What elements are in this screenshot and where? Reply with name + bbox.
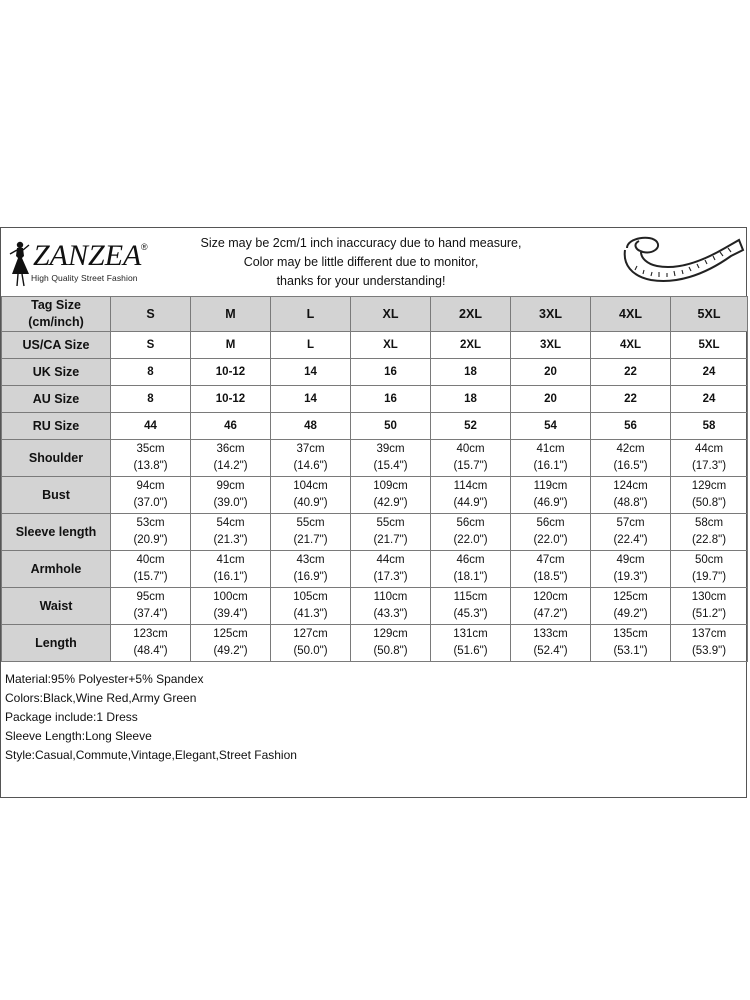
measurement-inch: (22.0") <box>453 534 488 546</box>
measurement-cell <box>111 588 191 625</box>
measurement-cell <box>511 440 591 477</box>
measurement-cm: 57cm <box>616 517 645 529</box>
measurement-cell <box>191 588 271 625</box>
size-cell: 20 <box>511 359 591 386</box>
measurement-cm: 109cm <box>373 480 408 492</box>
measurement-cell <box>111 625 191 662</box>
size-cell: 5XL <box>671 332 748 359</box>
size-cell: L <box>271 332 351 359</box>
notice-line-3: thanks for your understanding! <box>276 274 446 288</box>
measurement-cm: 41cm <box>216 554 245 566</box>
size-cell: M <box>191 332 271 359</box>
size-column-header: 4XL <box>591 297 671 332</box>
measurement-cell <box>191 551 271 588</box>
measurement-cell <box>671 440 748 477</box>
measurement-cell <box>191 440 271 477</box>
measurement-cell <box>271 440 351 477</box>
measurement-inch: (51.2") <box>691 608 727 620</box>
measurement-cm: 119cm <box>533 480 568 492</box>
measurement-inch: (40.9") <box>293 497 328 509</box>
measurement-cell <box>591 477 671 514</box>
detail-sleeve-length: Sleeve Length:Long Sleeve <box>5 729 152 743</box>
measurement-cell <box>271 625 351 662</box>
measurement-inch: (19.3") <box>613 571 648 583</box>
measurement-cell <box>511 514 591 551</box>
measurement-cm: 53cm <box>136 517 165 529</box>
measurement-cell <box>511 625 591 662</box>
measurement-cell <box>191 514 271 551</box>
measurement-inch: (13.8") <box>133 460 168 472</box>
measurement-inch: (18.5") <box>533 571 568 583</box>
brand-logo <box>7 236 157 290</box>
row-label: RU Size <box>2 413 111 440</box>
measurement-cm: 130cm <box>691 591 727 603</box>
size-conversion-row <box>2 332 748 359</box>
measurement-row <box>2 588 748 625</box>
measurement-cm: 129cm <box>373 628 408 640</box>
measurement-cm: 114cm <box>453 480 488 492</box>
row-label: Armhole <box>2 551 111 588</box>
size-conversion-row <box>2 359 748 386</box>
measurement-inch: (39.4") <box>213 608 248 620</box>
measurement-inch: (16.5") <box>613 460 648 472</box>
brand-name: ZANZEA <box>33 239 142 272</box>
measurement-cm: 55cm <box>296 517 325 529</box>
measurement-inch: (15.7") <box>453 460 488 472</box>
row-label: US/CA Size <box>2 332 111 359</box>
measurement-cell <box>191 477 271 514</box>
measurement-cell <box>271 551 351 588</box>
measurement-cell <box>271 588 351 625</box>
measurement-cm: 35cm <box>136 443 165 455</box>
measurement-inch: (43.3") <box>373 608 408 620</box>
tag-size-header <box>2 297 111 332</box>
measurement-cell <box>671 551 748 588</box>
measurement-row <box>2 477 748 514</box>
size-cell: 18 <box>431 386 511 413</box>
size-cell: 16 <box>351 386 431 413</box>
measurement-cell <box>351 551 431 588</box>
measurement-inch: (21.7") <box>293 534 328 546</box>
size-column-header: L <box>271 297 351 332</box>
measurement-inch: (48.8") <box>613 497 648 509</box>
measurement-cell <box>511 477 591 514</box>
measurement-cell <box>591 588 671 625</box>
measurement-notice <box>181 234 541 291</box>
size-cell: 24 <box>671 386 748 413</box>
measurement-row <box>2 551 748 588</box>
size-cell: 52 <box>431 413 511 440</box>
measurement-inch: (15.7") <box>133 571 168 583</box>
measurement-inch: (50.8") <box>691 497 727 509</box>
measurement-inch: (21.7") <box>373 534 408 546</box>
size-cell: 14 <box>271 359 351 386</box>
size-table <box>1 296 748 662</box>
size-cell: 10-12 <box>191 359 271 386</box>
measurement-cm: 44cm <box>694 443 724 455</box>
measurement-cm: 131cm <box>453 628 488 640</box>
measurement-inch: (16.1") <box>213 571 248 583</box>
measurement-cm: 40cm <box>136 554 165 566</box>
size-cell: 58 <box>671 413 748 440</box>
detail-colors: Colors:Black,Wine Red,Army Green <box>5 691 197 705</box>
size-conversion-row <box>2 413 748 440</box>
size-cell: 2XL <box>431 332 511 359</box>
measurement-cell <box>351 477 431 514</box>
size-cell: 10-12 <box>191 386 271 413</box>
measurement-inch: (47.2") <box>533 608 568 620</box>
measuring-tape-icon <box>613 230 748 292</box>
measurement-cell <box>191 625 271 662</box>
measurement-cell <box>511 588 591 625</box>
measurement-inch: (20.9") <box>133 534 168 546</box>
size-cell: S <box>111 332 191 359</box>
measurement-cell <box>671 588 748 625</box>
size-conversion-row <box>2 386 748 413</box>
measurement-inch: (19.7") <box>691 571 727 583</box>
measurement-cell <box>591 440 671 477</box>
measurement-inch: (51.6") <box>453 645 488 657</box>
measurement-cm: 56cm <box>456 517 485 529</box>
size-cell: 46 <box>191 413 271 440</box>
size-cell: 3XL <box>511 332 591 359</box>
size-column-header: S <box>111 297 191 332</box>
measurement-cm: 39cm <box>376 443 405 455</box>
measurement-cm: 37cm <box>296 443 325 455</box>
measurement-inch: (15.4") <box>373 460 408 472</box>
measurement-cell <box>671 477 748 514</box>
tag-size-label: Tag Size (cm/inch) <box>28 298 84 329</box>
tag-size-row <box>2 297 748 332</box>
measurement-cm: 110cm <box>373 591 408 603</box>
measurement-cell <box>351 514 431 551</box>
measurement-inch: (53.9") <box>691 645 727 657</box>
measurement-inch: (45.3") <box>453 608 488 620</box>
measurement-inch: (42.9") <box>373 497 408 509</box>
measurement-row <box>2 514 748 551</box>
size-cell: 8 <box>111 386 191 413</box>
measurement-cm: 124cm <box>613 480 648 492</box>
size-cell: 24 <box>671 359 748 386</box>
size-cell: 50 <box>351 413 431 440</box>
measurement-cell <box>671 514 748 551</box>
notice-line-1: Size may be 2cm/1 inch inaccuracy due to hand measure, <box>200 236 522 250</box>
measurement-cm: 42cm <box>616 443 645 455</box>
notice-line-2: Color may be little different due to monitor, <box>243 255 479 269</box>
size-cell: 8 <box>111 359 191 386</box>
registered-mark: ® <box>141 242 148 252</box>
measurement-row <box>2 440 748 477</box>
measurement-cm: 123cm <box>133 628 168 640</box>
detail-style: Style:Casual,Commute,Vintage,Elegant,Street Fashion <box>5 748 297 762</box>
measurement-inch: (17.3") <box>691 460 727 472</box>
measurement-cell <box>111 514 191 551</box>
row-label: Length <box>2 625 111 662</box>
measurement-inch: (48.4") <box>133 645 168 657</box>
row-label: Shoulder <box>2 440 111 477</box>
measurement-cell <box>271 477 351 514</box>
size-cell: 20 <box>511 386 591 413</box>
row-label: Sleeve length <box>2 514 111 551</box>
size-cell: 4XL <box>591 332 671 359</box>
measurement-cell <box>431 440 511 477</box>
measurement-cm: 43cm <box>296 554 325 566</box>
measurement-inch: (44.9") <box>453 497 488 509</box>
detail-material: Material:95% Polyester+5% Spandex <box>5 672 204 686</box>
measurement-cm: 129cm <box>691 480 727 492</box>
measurement-cm: 94cm <box>136 480 165 492</box>
size-cell: 54 <box>511 413 591 440</box>
measurement-cm: 40cm <box>456 443 485 455</box>
measurement-cell <box>351 625 431 662</box>
measurement-cm: 36cm <box>216 443 245 455</box>
size-column-header: 3XL <box>511 297 591 332</box>
measurement-inch: (37.4") <box>133 608 168 620</box>
measurement-inch: (39.0") <box>213 497 248 509</box>
measurement-cell <box>591 551 671 588</box>
measurement-cell <box>431 514 511 551</box>
measurement-cell <box>111 551 191 588</box>
size-column-header: M <box>191 297 271 332</box>
row-label: UK Size <box>2 359 111 386</box>
measurement-cell <box>431 588 511 625</box>
measurement-cm: 56cm <box>536 517 565 529</box>
measurement-cm: 137cm <box>691 628 727 640</box>
measurement-inch: (41.3") <box>293 608 328 620</box>
measurement-inch: (49.2") <box>213 645 248 657</box>
measurement-cell <box>111 440 191 477</box>
measurement-cm: 54cm <box>216 517 245 529</box>
size-column-header: 2XL <box>431 297 511 332</box>
measurement-cm: 99cm <box>216 480 245 492</box>
brand-tagline: High Quality Street Fashion <box>31 273 138 283</box>
size-cell: XL <box>351 332 431 359</box>
measurement-inch: (18.1") <box>453 571 488 583</box>
measurement-inch: (14.6") <box>293 460 328 472</box>
measurement-cm: 125cm <box>613 591 648 603</box>
measurement-cell <box>431 625 511 662</box>
size-column-header: 5XL <box>671 297 748 332</box>
size-chart-card <box>0 227 747 798</box>
measurement-cell <box>351 588 431 625</box>
measurement-cell <box>431 551 511 588</box>
measurement-cm: 100cm <box>213 591 248 603</box>
measurement-inch: (53.1") <box>613 645 648 657</box>
measurement-inch: (16.9") <box>293 571 328 583</box>
measurement-cm: 104cm <box>293 480 328 492</box>
size-cell: 44 <box>111 413 191 440</box>
measurement-inch: (21.3") <box>213 534 248 546</box>
size-cell: 48 <box>271 413 351 440</box>
measurement-cm: 55cm <box>376 517 405 529</box>
measurement-cm: 49cm <box>616 554 645 566</box>
measurement-cm: 115cm <box>453 591 488 603</box>
measurement-cm: 135cm <box>613 628 648 640</box>
measurement-cm: 50cm <box>694 554 724 566</box>
measurement-cell <box>111 477 191 514</box>
row-label: Bust <box>2 477 111 514</box>
size-cell: 56 <box>591 413 671 440</box>
measurement-cm: 47cm <box>536 554 565 566</box>
measurement-inch: (50.0") <box>293 645 328 657</box>
measurement-inch: (52.4") <box>533 645 568 657</box>
measurement-row <box>2 625 748 662</box>
measurement-cm: 127cm <box>293 628 328 640</box>
size-column-header: XL <box>351 297 431 332</box>
measurement-cell <box>591 625 671 662</box>
measurement-inch: (46.9") <box>533 497 568 509</box>
measurement-inch: (16.1") <box>533 460 568 472</box>
size-cell: 22 <box>591 386 671 413</box>
measurement-cell <box>671 625 748 662</box>
measurement-inch: (49.2") <box>613 608 648 620</box>
measurement-cm: 120cm <box>533 591 568 603</box>
measurement-cell <box>431 477 511 514</box>
detail-package: Package include:1 Dress <box>5 710 138 724</box>
measurement-cell <box>511 551 591 588</box>
row-label: Waist <box>2 588 111 625</box>
measurement-inch: (14.2") <box>213 460 248 472</box>
measurement-cm: 125cm <box>213 628 248 640</box>
measurement-cm: 44cm <box>376 554 405 566</box>
measurement-cm: 105cm <box>293 591 328 603</box>
measurement-cell <box>271 514 351 551</box>
measurement-inch: (37.0") <box>133 497 168 509</box>
product-details <box>5 670 297 765</box>
size-cell: 14 <box>271 386 351 413</box>
measurement-inch: (22.4") <box>613 534 648 546</box>
measurement-cm: 58cm <box>694 517 724 529</box>
row-label: AU Size <box>2 386 111 413</box>
measurement-cell <box>351 440 431 477</box>
measurement-inch: (17.3") <box>373 571 408 583</box>
measurement-inch: (22.8") <box>691 534 727 546</box>
size-cell: 16 <box>351 359 431 386</box>
measurement-cm: 133cm <box>533 628 568 640</box>
measurement-cell <box>591 514 671 551</box>
size-chart-header <box>1 228 746 296</box>
size-cell: 22 <box>591 359 671 386</box>
measurement-cm: 95cm <box>136 591 165 603</box>
measurement-inch: (50.8") <box>373 645 408 657</box>
size-cell: 18 <box>431 359 511 386</box>
measurement-cm: 41cm <box>536 443 565 455</box>
measurement-inch: (22.0") <box>533 534 568 546</box>
measurement-cm: 46cm <box>456 554 485 566</box>
